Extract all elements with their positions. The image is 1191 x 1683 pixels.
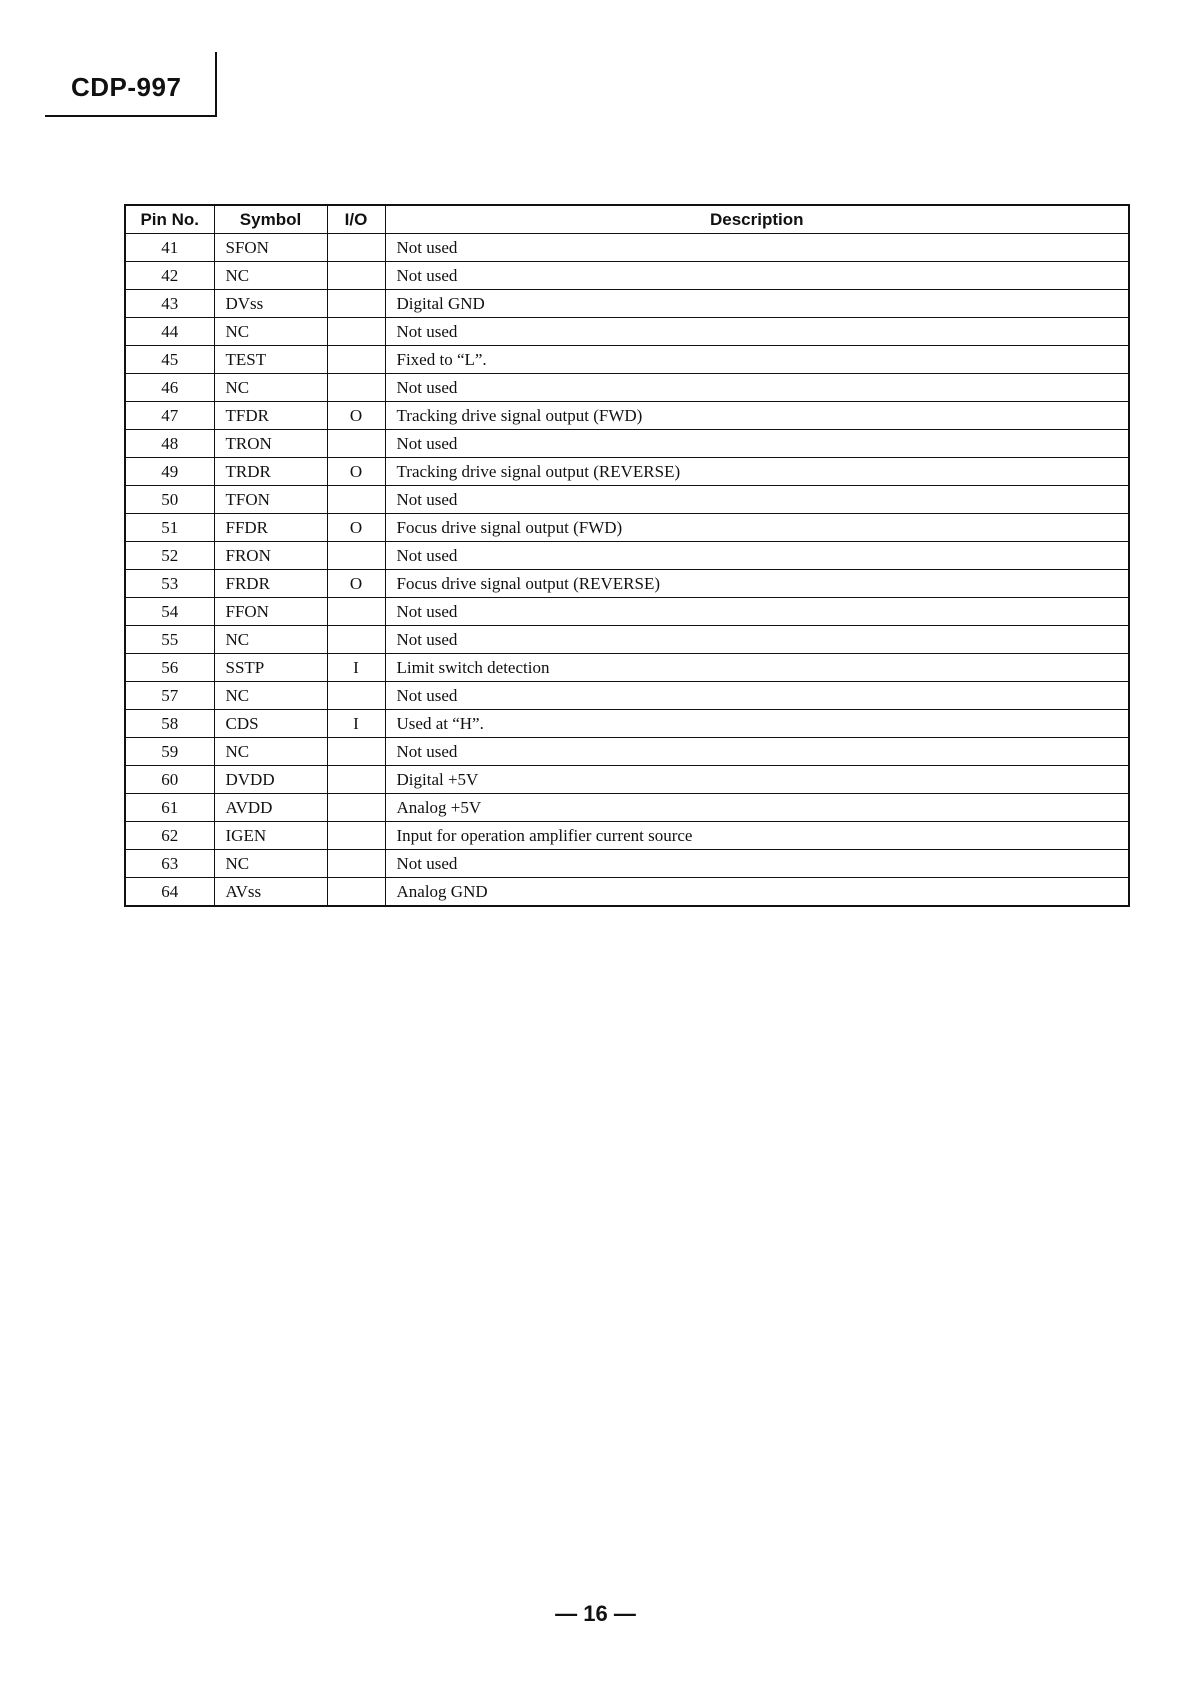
description-cell: Not used (385, 234, 1129, 262)
description-cell: Not used (385, 542, 1129, 570)
table-row (125, 290, 1129, 318)
symbol-cell: NC (214, 626, 327, 654)
table-row (125, 710, 1129, 738)
table-header-row (125, 205, 1129, 234)
pin-number-cell: 57 (125, 682, 214, 710)
io-cell (327, 878, 385, 907)
io-cell (327, 290, 385, 318)
table-row (125, 626, 1129, 654)
description-cell: Digital +5V (385, 766, 1129, 794)
io-cell (327, 318, 385, 346)
pin-number-cell: 60 (125, 766, 214, 794)
symbol-cell: CDS (214, 710, 327, 738)
pin-number-cell: 61 (125, 794, 214, 822)
pin-number-cell: 58 (125, 710, 214, 738)
pin-number-cell: 53 (125, 570, 214, 598)
table-row (125, 738, 1129, 766)
symbol-cell: NC (214, 850, 327, 878)
io-cell (327, 822, 385, 850)
description-cell: Used at “H”. (385, 710, 1129, 738)
table-row (125, 878, 1129, 907)
description-cell: Not used (385, 318, 1129, 346)
symbol-cell: NC (214, 262, 327, 290)
model-header (45, 52, 217, 117)
table-row (125, 458, 1129, 486)
description-cell: Input for operation amplifier current source (385, 822, 1129, 850)
table-row (125, 542, 1129, 570)
table-row (125, 374, 1129, 402)
table-row (125, 850, 1129, 878)
description-cell: Analog +5V (385, 794, 1129, 822)
io-cell (327, 262, 385, 290)
description-cell: Not used (385, 374, 1129, 402)
io-cell (327, 486, 385, 514)
description-cell: Not used (385, 430, 1129, 458)
pin-number-cell: 45 (125, 346, 214, 374)
symbol-cell: TEST (214, 346, 327, 374)
io-cell (327, 346, 385, 374)
io-cell: I (327, 710, 385, 738)
symbol-cell: TFDR (214, 402, 327, 430)
description-cell: Tracking drive signal output (REVERSE) (385, 458, 1129, 486)
table-row (125, 598, 1129, 626)
symbol-cell: AVDD (214, 794, 327, 822)
table-row (125, 430, 1129, 458)
pin-number-cell: 51 (125, 514, 214, 542)
symbol-cell: NC (214, 738, 327, 766)
pin-number-cell: 56 (125, 654, 214, 682)
description-cell: Not used (385, 626, 1129, 654)
pin-number-cell: 47 (125, 402, 214, 430)
description-cell: Digital GND (385, 290, 1129, 318)
column-header-pin: Pin No. (125, 205, 214, 234)
io-cell (327, 234, 385, 262)
table-body (125, 234, 1129, 907)
pin-number-cell: 52 (125, 542, 214, 570)
table-row (125, 514, 1129, 542)
io-cell: O (327, 570, 385, 598)
table-row (125, 822, 1129, 850)
table-row (125, 682, 1129, 710)
description-cell: Not used (385, 682, 1129, 710)
pin-number-cell: 63 (125, 850, 214, 878)
table-row (125, 654, 1129, 682)
io-cell (327, 542, 385, 570)
io-cell (327, 794, 385, 822)
io-cell (327, 374, 385, 402)
symbol-cell: TRON (214, 430, 327, 458)
description-cell: Not used (385, 598, 1129, 626)
symbol-cell: NC (214, 374, 327, 402)
pin-number-cell: 42 (125, 262, 214, 290)
io-cell (327, 626, 385, 654)
table-row (125, 262, 1129, 290)
io-cell (327, 430, 385, 458)
column-header-description: Description (385, 205, 1129, 234)
description-cell: Not used (385, 738, 1129, 766)
symbol-cell: FFON (214, 598, 327, 626)
pin-number-cell: 48 (125, 430, 214, 458)
io-cell: O (327, 514, 385, 542)
column-header-io: I/O (327, 205, 385, 234)
symbol-cell: TRDR (214, 458, 327, 486)
description-cell: Tracking drive signal output (FWD) (385, 402, 1129, 430)
io-cell: O (327, 402, 385, 430)
pin-number-cell: 50 (125, 486, 214, 514)
table-row (125, 570, 1129, 598)
pin-number-cell: 44 (125, 318, 214, 346)
pin-number-cell: 59 (125, 738, 214, 766)
description-cell: Analog GND (385, 878, 1129, 907)
pin-number-cell: 49 (125, 458, 214, 486)
table-row (125, 234, 1129, 262)
table-row (125, 486, 1129, 514)
pin-number-cell: 55 (125, 626, 214, 654)
description-cell: Not used (385, 850, 1129, 878)
symbol-cell: TFON (214, 486, 327, 514)
io-cell: O (327, 458, 385, 486)
symbol-cell: NC (214, 318, 327, 346)
pin-number-cell: 64 (125, 878, 214, 907)
symbol-cell: FRDR (214, 570, 327, 598)
symbol-cell: FRON (214, 542, 327, 570)
table-row (125, 766, 1129, 794)
description-cell: Focus drive signal output (FWD) (385, 514, 1129, 542)
pin-number-cell: 62 (125, 822, 214, 850)
io-cell (327, 766, 385, 794)
symbol-cell: FFDR (214, 514, 327, 542)
symbol-cell: DVss (214, 290, 327, 318)
symbol-cell: SSTP (214, 654, 327, 682)
pin-description-table (124, 204, 1130, 907)
description-cell: Fixed to “L”. (385, 346, 1129, 374)
description-cell: Limit switch detection (385, 654, 1129, 682)
pin-number-cell: 46 (125, 374, 214, 402)
io-cell (327, 598, 385, 626)
column-header-symbol: Symbol (214, 205, 327, 234)
table-row (125, 402, 1129, 430)
symbol-cell: NC (214, 682, 327, 710)
table-row (125, 794, 1129, 822)
pin-number-cell: 43 (125, 290, 214, 318)
page-number: — 16 — (555, 1601, 636, 1626)
table-row (125, 318, 1129, 346)
io-cell (327, 682, 385, 710)
model-name: CDP-997 (71, 72, 182, 102)
pin-number-cell: 41 (125, 234, 214, 262)
symbol-cell: IGEN (214, 822, 327, 850)
description-cell: Not used (385, 486, 1129, 514)
pin-number-cell: 54 (125, 598, 214, 626)
description-cell: Focus drive signal output (REVERSE) (385, 570, 1129, 598)
description-cell: Not used (385, 262, 1129, 290)
io-cell: I (327, 654, 385, 682)
io-cell (327, 850, 385, 878)
symbol-cell: DVDD (214, 766, 327, 794)
symbol-cell: SFON (214, 234, 327, 262)
symbol-cell: AVss (214, 878, 327, 907)
io-cell (327, 738, 385, 766)
table-row (125, 346, 1129, 374)
